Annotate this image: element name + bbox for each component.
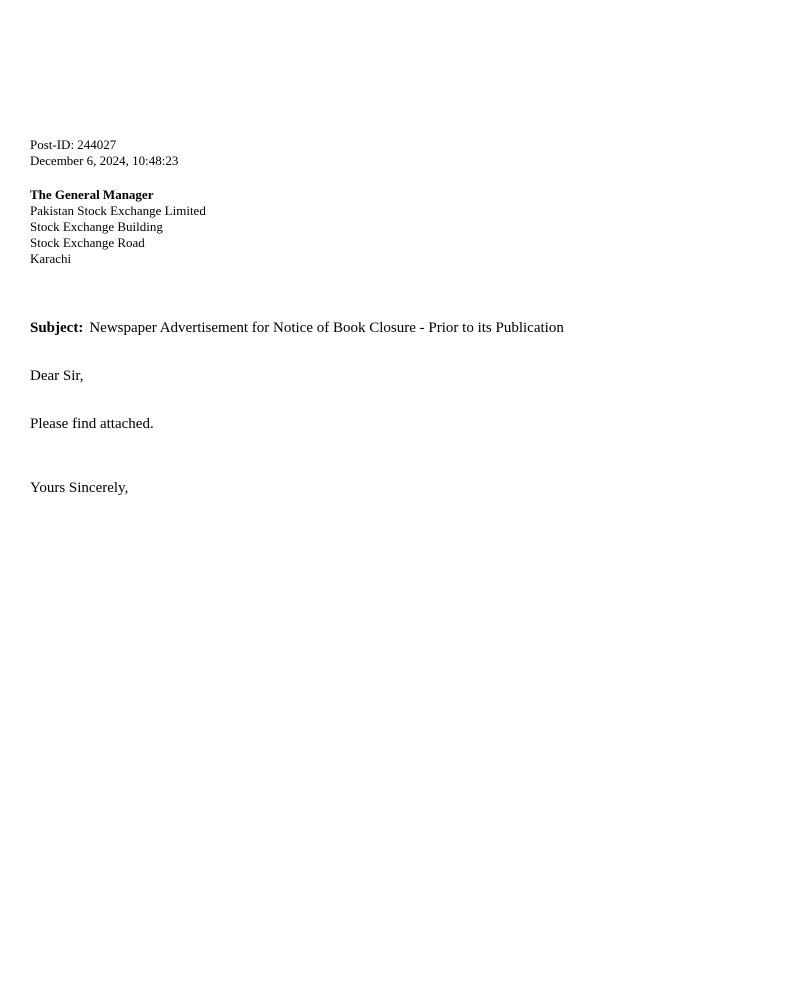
recipient-line-city: Karachi (30, 251, 72, 266)
recipient-line-building: Stock Exchange Building (30, 219, 163, 234)
salutation: Dear Sir, (30, 368, 84, 384)
letter-meta (30, 137, 770, 169)
recipient-line-organization: Pakistan Stock Exchange Limited (30, 203, 206, 218)
recipient-line-road: Stock Exchange Road (30, 235, 145, 250)
subject-line (30, 318, 770, 338)
letter-datetime: December 6, 2024, 10:48:23 (30, 153, 179, 168)
closing: Yours Sincerely, (30, 480, 129, 496)
recipient-address (30, 187, 770, 267)
recipient-title: The General Manager (30, 187, 154, 202)
subject-label: Subject: (30, 320, 84, 336)
letter-page (30, 137, 770, 498)
letter-body: Please find attached. (30, 416, 154, 432)
subject-text: Newspaper Advertisement for Notice of Book Closure - Prior to its Publication (89, 320, 564, 336)
post-id: Post-ID: 244027 (30, 137, 117, 152)
